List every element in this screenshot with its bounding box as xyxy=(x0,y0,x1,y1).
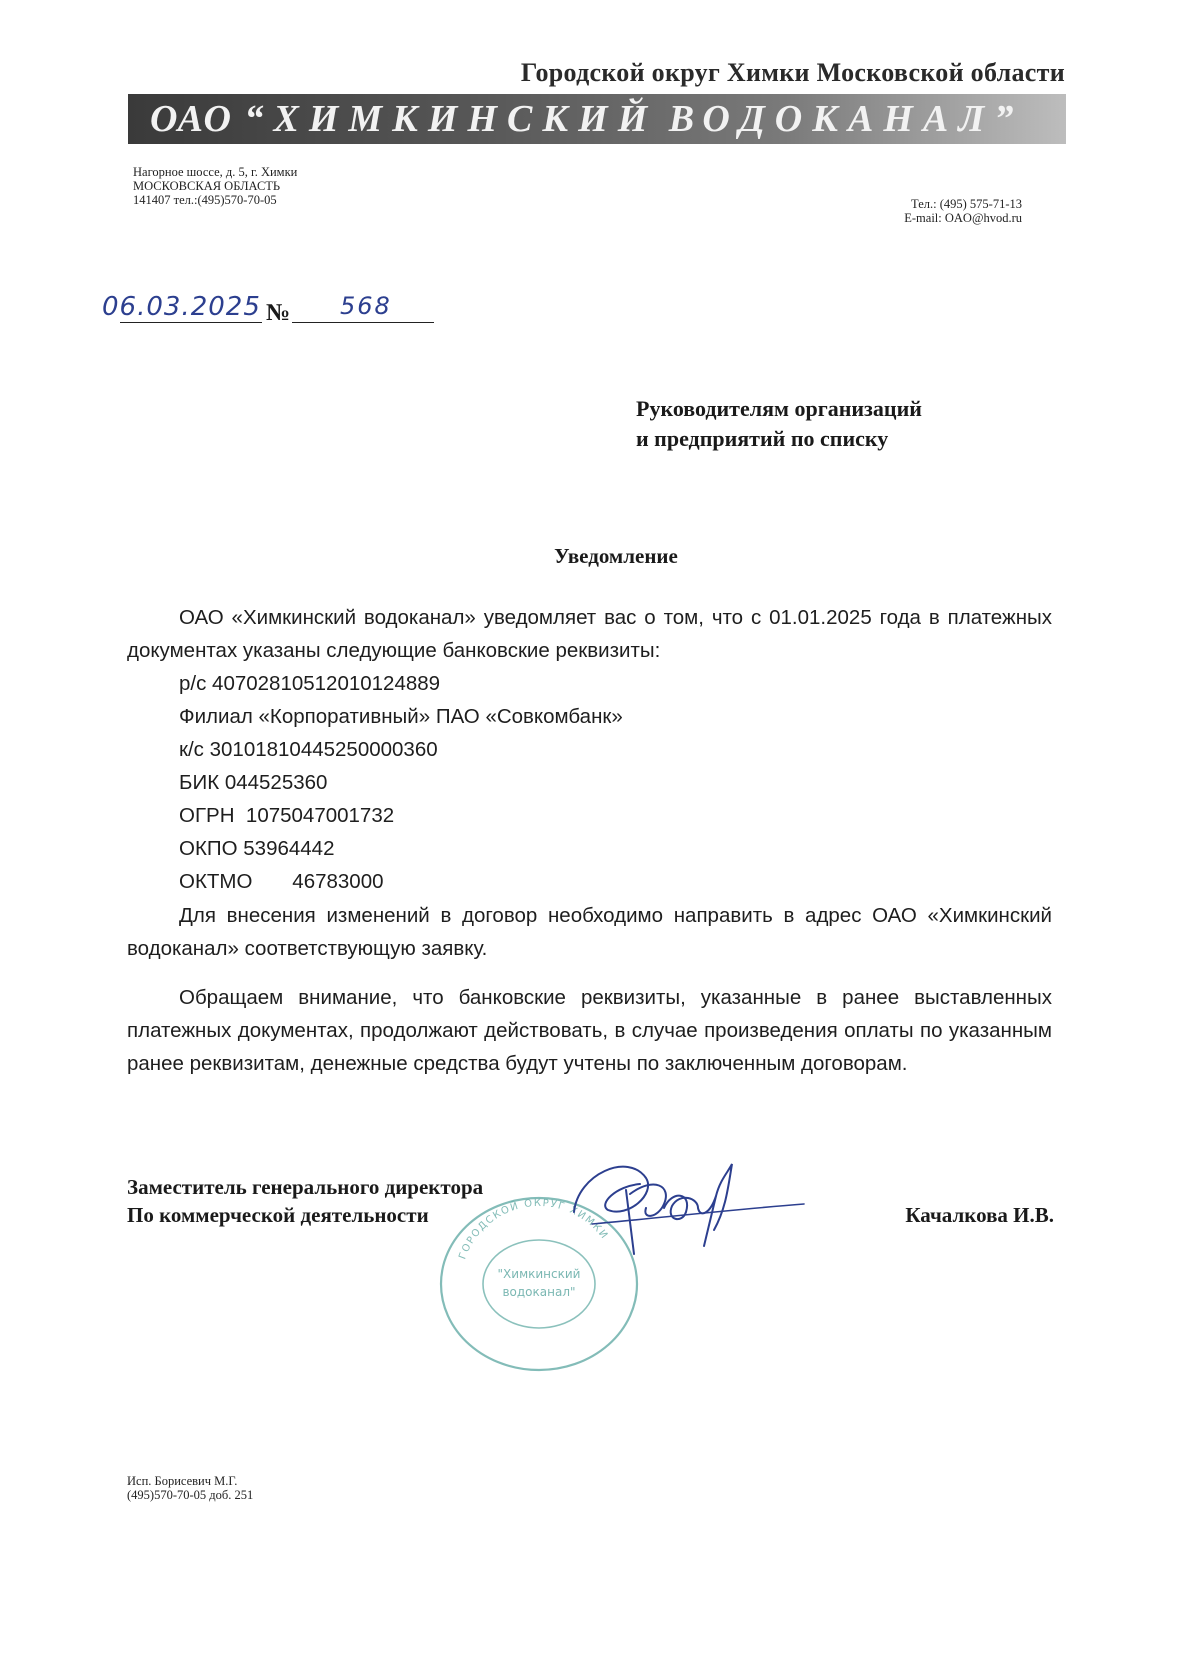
signer-position-line: Заместитель генерального директора xyxy=(127,1175,484,1199)
requisite-corr-account: к/с 30101810445250000360 xyxy=(179,738,438,761)
addressee xyxy=(636,394,922,454)
body-paragraph: Для внесения изменений в договор необходимо направить в адрес ОАО «Химкинский водоканал» соответствующую заявку. xyxy=(127,904,1052,960)
body-paragraph: ОАО «Химкинский водоканал» уведомляет вас о том, что с 01.01.2025 года в платежных документах указаны следующие банковские реквизиты: xyxy=(127,606,1052,662)
org-contacts xyxy=(800,197,1022,225)
requisite-bik: БИК 044525360 xyxy=(179,771,328,794)
org-name-part1: “ХИМКИНСКИЙ xyxy=(244,98,658,140)
executor-phone: (495)570-70-05 доб. 251 xyxy=(127,1488,254,1502)
address-line: 141407 тел.:(495)570-70-05 xyxy=(133,193,277,207)
registration-date-underline xyxy=(120,322,262,323)
requisite-oktmo: ОКТМО 46783000 xyxy=(179,870,384,893)
body-paragraph: Обращаем внимание, что банковские реквизиты, указанные в ранее выставленных платежных документах, продолжают действовать, в случае произведения оплаты по указанным ранее реквизитам, денежные средства будут учтены по заключенным договорам. xyxy=(127,986,1052,1075)
bank-requisites-list xyxy=(179,667,623,898)
registration-number-label: № xyxy=(266,300,291,326)
org-prefix: ОАО xyxy=(150,98,233,140)
executor-info xyxy=(127,1474,253,1502)
org-email: E-mail: OAO@hvod.ru xyxy=(904,211,1022,225)
signer-name: Качалкова И.В. xyxy=(905,1203,1054,1227)
registration-number-underline xyxy=(292,322,434,323)
document-title: Уведомление xyxy=(554,544,678,568)
registration-date: 06.03.2025 xyxy=(102,292,261,322)
registration-number: 568 xyxy=(340,292,392,320)
requisite-ogrn: ОГРН 1075047001732 xyxy=(179,804,395,827)
stamp-text-line1: "Химкинский xyxy=(497,1267,581,1281)
requisite-bank: Филиал «Корпоративный» ПАО «Совкомбанк» xyxy=(179,705,623,728)
addressee-line: и предприятий по списку xyxy=(636,426,889,451)
stamp-ring-text: ГОРОДСКОЙ ОКРУГ ХИМКИ xyxy=(457,1197,611,1261)
addressee-line: Руководителям организаций xyxy=(636,396,922,421)
requisite-account: р/с 40702810512010124889 xyxy=(179,672,441,695)
org-phone: Тел.: (495) 575-71-13 xyxy=(911,197,1022,211)
handwritten-signature xyxy=(568,1134,808,1264)
address-line: МОСКОВСКАЯ ОБЛАСТЬ xyxy=(133,179,281,193)
org-address xyxy=(133,165,297,207)
address-line: Нагорное шоссе, д. 5, г. Химки xyxy=(133,165,298,179)
letterhead-org-name xyxy=(150,97,1023,141)
signer-position xyxy=(127,1173,483,1229)
org-name-part2: ВОДОКАНАЛ” xyxy=(668,98,1024,140)
stamp-text-line2: водоканал" xyxy=(502,1285,576,1299)
letterhead-region: Городской округ Химки Московской области xyxy=(520,58,1065,87)
signer-position-line: По коммерческой деятельности xyxy=(127,1203,429,1227)
requisite-okpo: ОКПО 53964442 xyxy=(179,837,335,860)
executor-name: Исп. Борисевич М.Г. xyxy=(127,1474,238,1488)
